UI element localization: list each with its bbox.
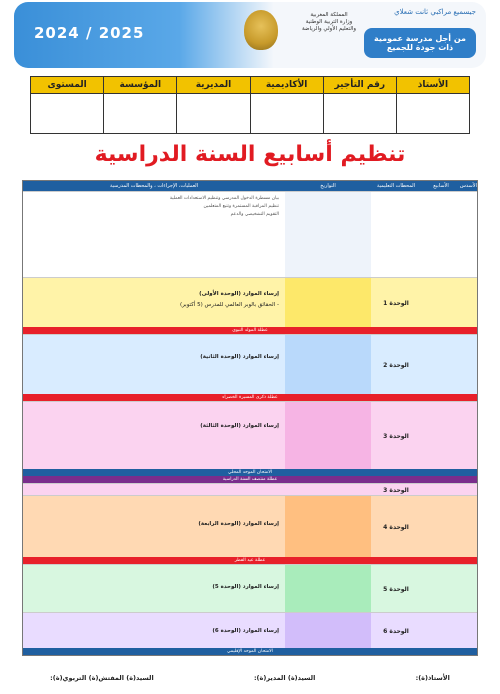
signatures: [0, 674, 500, 682]
unit-label: الوحدة 2: [383, 361, 409, 369]
op-item: إرساء الموارد (الوحدة الرابعة): [198, 521, 279, 527]
holiday-bar: عطلة منتصف السنة الدراسية: [23, 476, 477, 483]
op-item: إرساء الموارد (الوحدة 5): [212, 584, 279, 590]
header-banner: [14, 2, 486, 68]
info-cell[interactable]: [396, 94, 469, 134]
info-cell[interactable]: [323, 94, 396, 134]
holiday-bar: عطلة عيد الفطر: [23, 557, 477, 564]
holiday-bar: عطلة المولد النبوي: [23, 327, 477, 334]
unit-label: الوحدة 5: [383, 585, 409, 593]
signature-inspector: السيد(ة) المفتش(ة) التربوي(ة):: [50, 674, 154, 682]
weeks-plan: الأسدس الأسابيع المحطات التعليمية التواريخ العمليات، الإجراءات ، والمحطات المدرسية بيان مسطرة الدخول المدرسي وتنظيم الاستعدادات العملية تنظيم المراقبة المستمرة وتتبع المتعلمين التقويم التشخيصي والدعم الوحدة 1 إرساء الموارد (الوحدة الأولى) - الحقائق بالوبر العالمي للمدرس (5 أكتوبر) عطلة المولد النبوي الوحدة 2 إرساء الموارد (الوحدة الثانية) عطلة ذكرى المسيرة الخضراء الوحدة 3 إرساء الموارد (الوحدة الثالثة) الامتحان الموحد المحلي عطلة منتصف السنة الدراسية الوحدة 3 الوحدة 4 إرساء الموارد (الوحدة الرابعة) عطلة عيد الفطر الوحدة 5 إرساء الموارد (الوحدة 5) الوحدة 6 إرساء الموارد (الوحدة 6) الامتحان الموحد الإقليمي: [22, 180, 478, 656]
op-item: إرساء الموارد (الوحدة الثالثة): [200, 423, 279, 429]
unit-label: الوحدة 3: [383, 432, 409, 440]
op-item: إرساء الموارد (الوحدة الأولى): [199, 291, 279, 297]
unit-label: الوحدة 3: [383, 486, 409, 494]
exam-bar: الامتحان الموحد الإقليمي: [23, 648, 477, 655]
info-cell[interactable]: [250, 94, 323, 134]
info-header: الأستاذ: [396, 77, 469, 94]
op-item: إرساء الموارد (الوحدة 6): [212, 628, 279, 634]
school-name: جيسميع مراكبي ثانت شعلاي: [394, 8, 476, 16]
plan-header: الأسدس الأسابيع المحطات التعليمية التواريخ العمليات، الإجراءات ، والمحطات المدرسية: [23, 181, 477, 191]
info-table: [30, 76, 470, 134]
ministry-crest-icon: [244, 10, 278, 50]
exam-bar: الامتحان الموحد المحلي: [23, 469, 477, 476]
holiday-bar: عطلة ذكرى المسيرة الخضراء: [23, 394, 477, 401]
info-header: رقم التأجير: [323, 77, 396, 94]
info-header: المستوى: [31, 77, 104, 94]
info-cell[interactable]: [104, 94, 177, 134]
ministry-block: المملكة المغربية وزارة التربية الوطنية والتعليم الأولي والرياضة: [301, 12, 357, 32]
slogan: من أجل مدرسة عمومية ذات جودة للجميع: [364, 28, 476, 58]
info-header: الأكاديمية: [250, 77, 323, 94]
signature-director: السيد(ة) المدير(ة):: [253, 674, 316, 682]
op-item: إرساء الموارد (الوحدة الثانية): [200, 354, 279, 360]
school-year: 2025 / 2024: [34, 24, 145, 42]
unit-label: الوحدة 1: [383, 299, 409, 307]
info-cell[interactable]: [177, 94, 250, 134]
unit-label: الوحدة 4: [383, 523, 409, 531]
info-header: المديرية: [177, 77, 250, 94]
page-title: تنظيم أسابيع السنة الدراسية: [94, 142, 406, 167]
info-cell[interactable]: [31, 94, 104, 134]
info-header: المؤسسة: [104, 77, 177, 94]
unit-label: الوحدة 6: [383, 627, 409, 635]
op-item: - الحقائق بالوبر العالمي للمدرس (5 أكتوبر): [179, 302, 279, 308]
signature-teacher: الأستاذ(ة):: [415, 674, 450, 682]
